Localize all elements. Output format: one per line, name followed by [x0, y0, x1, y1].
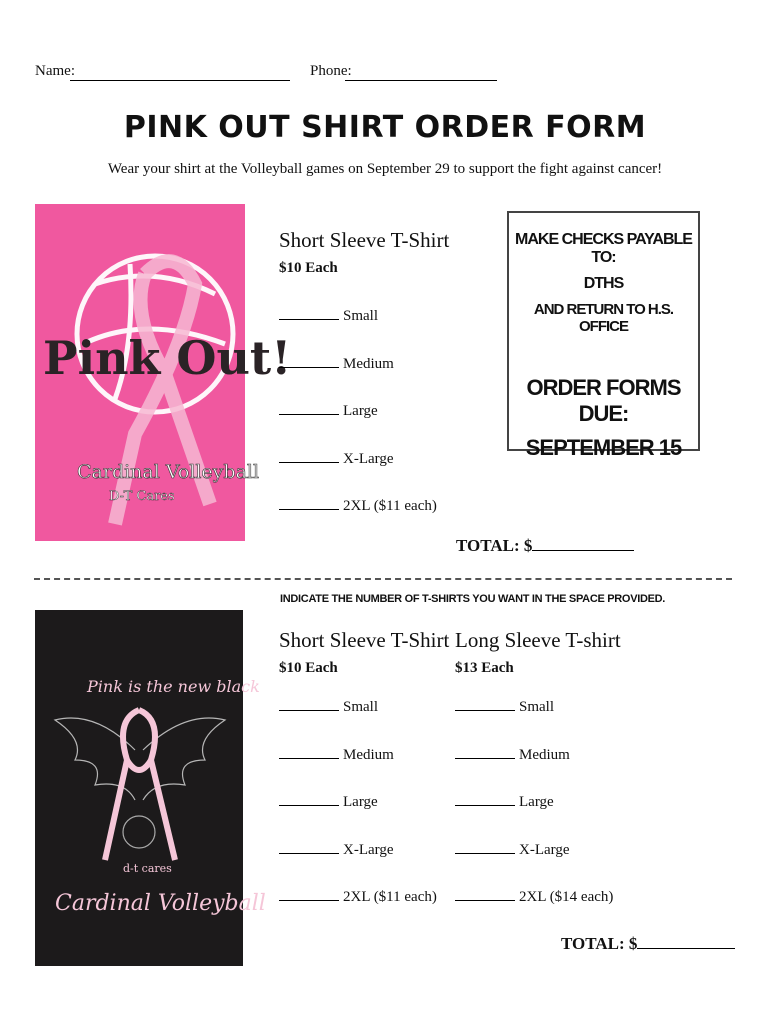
section2-long-size-label: X-Large	[519, 841, 570, 858]
section2-total	[561, 934, 735, 954]
section2-total-label: TOTAL: $	[561, 934, 638, 953]
notice-payee: DTHS	[583, 275, 624, 292]
pink-is-new-black-shirt-image	[35, 610, 266, 966]
page-title: PINK OUT SHIRT ORDER FORM	[123, 110, 647, 145]
instruction-text: INDICATE THE NUMBER OF T-SHIRTS YOU WANT IN THE SPACE PROVIDED.	[280, 593, 666, 605]
section2-short-size-row	[279, 842, 394, 859]
name-field	[35, 63, 75, 80]
section2-long-quantity-blank[interactable]	[455, 758, 515, 759]
section2-long-size-label: 2XL ($14 each)	[519, 889, 614, 905]
section1-quantity-blank[interactable]	[279, 319, 339, 320]
section2-short-price: $10 Each	[279, 660, 338, 676]
name-input-line[interactable]	[70, 80, 290, 81]
section1-total-input[interactable]	[532, 550, 634, 551]
image2-headline-text: Pink is the new black	[87, 677, 260, 696]
section2-long-quantity-blank[interactable]	[455, 710, 515, 711]
pink-out-graphic	[35, 204, 292, 541]
section2-total-input[interactable]	[637, 948, 735, 949]
section2-long-size-row	[455, 842, 570, 859]
section2-short-size-row	[279, 794, 378, 811]
image2-tagline-text: d-t cares	[123, 862, 172, 875]
section2-short-quantity-blank[interactable]	[279, 900, 339, 901]
section2-short-size-label: Large	[343, 794, 378, 810]
notice-return-office: AND RETURN TO H.S. OFFICE	[533, 301, 674, 335]
section1-size-label: 2XL ($11 each)	[343, 498, 437, 514]
section2-short-size-label: Small	[343, 699, 379, 715]
image2-team-text: Cardinal Volleyball	[55, 891, 266, 916]
section1-quantity-blank[interactable]	[279, 462, 339, 463]
section2-long-size-label: Large	[519, 794, 554, 810]
section2-short-size-row	[279, 747, 394, 764]
phone-label: Phone:	[310, 63, 352, 79]
section1-price: $10 Each	[279, 260, 338, 276]
section1-size-row	[279, 356, 394, 373]
section2-long-size-row	[455, 747, 570, 764]
phone-field	[310, 63, 352, 80]
section2-long-size-row	[455, 699, 554, 716]
section1-size-label: Large	[343, 403, 378, 419]
section2-long-size-label: Medium	[519, 746, 570, 763]
section1-size-row	[279, 451, 394, 468]
section2-short-size-label: 2XL ($11 each)	[343, 889, 437, 905]
section1-quantity-blank[interactable]	[279, 509, 339, 510]
section2-long-quantity-blank[interactable]	[455, 805, 515, 806]
payment-notice-box	[507, 211, 700, 460]
section2-long-title: Long Sleeve T-shirt	[455, 628, 621, 652]
section2-short-quantity-blank[interactable]	[279, 805, 339, 806]
section1-size-label: Small	[343, 308, 379, 324]
section2-short-quantity-blank[interactable]	[279, 853, 339, 854]
section1-total-label: TOTAL: $	[456, 536, 533, 555]
section2-long-quantity-blank[interactable]	[455, 853, 515, 854]
section1-size-row	[279, 403, 378, 420]
section2-short-quantity-blank[interactable]	[279, 710, 339, 711]
image-team-text: Cardinal Volleyball	[77, 461, 260, 483]
section1-total	[456, 536, 634, 556]
cut-line-divider	[34, 578, 732, 580]
section2-short-size-row	[279, 889, 437, 906]
notice-checks-payable: MAKE CHECKS PAYABLE TO:	[515, 231, 692, 266]
section1-size-row	[279, 308, 378, 325]
section2-long-price: $13 Each	[455, 660, 514, 676]
section1-quantity-blank[interactable]	[279, 414, 339, 415]
section1-quantity-blank[interactable]	[279, 367, 339, 368]
section1-product-title: Short Sleeve T-Shirt	[279, 228, 450, 252]
section2-long-quantity-blank[interactable]	[455, 900, 515, 901]
name-label: Name:	[35, 63, 75, 79]
section2-long-size-row	[455, 889, 613, 906]
section2-short-size-row	[279, 699, 378, 716]
section2-long-size-label: Small	[519, 699, 555, 715]
notice-due-label: ORDER FORMS DUE:	[526, 375, 681, 426]
section2-long-size-row	[455, 794, 554, 811]
section2-short-quantity-blank[interactable]	[279, 758, 339, 759]
image-headline-text: Pink Out!	[43, 331, 292, 385]
notice-due-date: SEPTEMBER 15	[525, 435, 682, 460]
section1-size-row	[279, 498, 437, 515]
section1-size-label: X-Large	[343, 450, 394, 467]
page-subtitle: Wear your shirt at the Volleyball games on September 29 to support the fight against cancer!	[107, 161, 663, 177]
section2-short-size-label: X-Large	[343, 841, 394, 858]
section2-short-title: Short Sleeve T-Shirt	[279, 628, 450, 652]
pink-out-shirt-image	[35, 204, 292, 541]
section1-size-label: Medium	[343, 355, 394, 372]
image-tagline-text: D-T Cares	[109, 489, 175, 504]
section2-short-size-label: Medium	[343, 746, 394, 763]
phone-input-line[interactable]	[345, 80, 497, 81]
pink-is-new-black-graphic	[35, 610, 266, 966]
